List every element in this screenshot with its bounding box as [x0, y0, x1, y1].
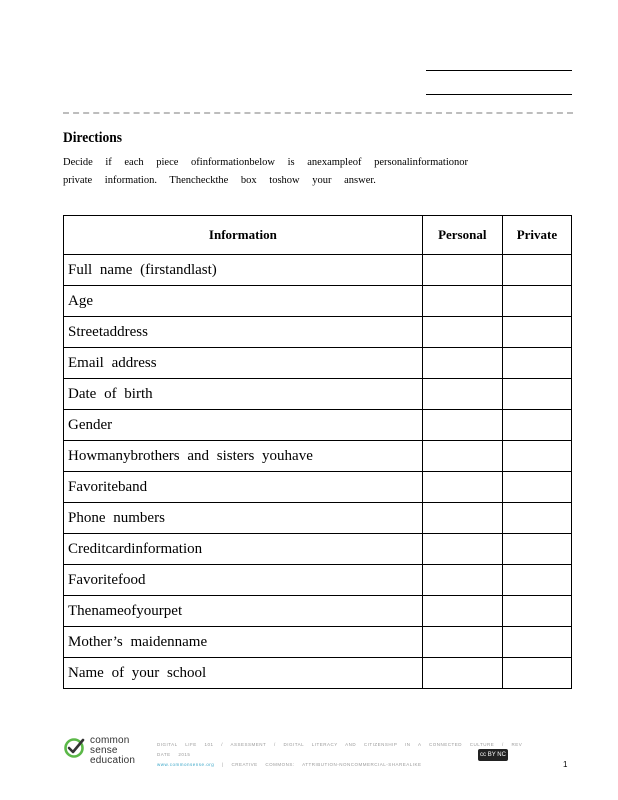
info-cell: Gender	[64, 410, 423, 441]
personal-checkbox-cell[interactable]	[422, 286, 502, 317]
personal-checkbox-cell[interactable]	[422, 658, 502, 689]
table-row	[64, 410, 572, 441]
info-cell: Name of your school	[64, 658, 423, 689]
personal-checkbox-cell[interactable]	[422, 627, 502, 658]
directions-line-2: private information. Thencheckthe box toshow your answer.	[63, 175, 376, 186]
private-checkbox-cell[interactable]	[502, 410, 571, 441]
checkmark-circle-icon	[63, 737, 85, 759]
table-row	[64, 379, 572, 410]
footer-url-link[interactable]: www.commonsense.org	[157, 762, 215, 767]
table-row	[64, 472, 572, 503]
personal-checkbox-cell[interactable]	[422, 255, 502, 286]
private-checkbox-cell[interactable]	[502, 503, 571, 534]
private-checkbox-cell[interactable]	[502, 472, 571, 503]
personal-checkbox-cell[interactable]	[422, 410, 502, 441]
private-checkbox-cell[interactable]	[502, 627, 571, 658]
personal-checkbox-cell[interactable]	[422, 317, 502, 348]
table-row	[64, 534, 572, 565]
logo-wordmark	[90, 736, 135, 766]
directions-line-1: Decide if each piece ofinformationbelow is anexampleof personalinformationor	[63, 157, 468, 168]
footer-credits	[157, 740, 527, 770]
info-cell: Full name (firstandlast)	[64, 255, 423, 286]
table-row	[64, 596, 572, 627]
info-cell: Streetaddress	[64, 317, 423, 348]
page-number: 1	[563, 760, 568, 769]
logo-line-2: sense	[90, 745, 118, 756]
worksheet-table	[63, 215, 572, 689]
creative-commons-badge-icon: cc BY NC SA	[478, 749, 508, 761]
table-row	[64, 441, 572, 472]
private-checkbox-cell[interactable]	[502, 596, 571, 627]
directions-title: Directions	[63, 130, 122, 146]
personal-checkbox-cell[interactable]	[422, 565, 502, 596]
info-cell: Age	[64, 286, 423, 317]
header-personal: Personal	[422, 216, 502, 255]
table-row	[64, 286, 572, 317]
table-row	[64, 627, 572, 658]
private-checkbox-cell[interactable]	[502, 379, 571, 410]
private-checkbox-cell[interactable]	[502, 441, 571, 472]
private-checkbox-cell[interactable]	[502, 534, 571, 565]
personal-checkbox-cell[interactable]	[422, 472, 502, 503]
table-header-row	[64, 216, 572, 255]
private-checkbox-cell[interactable]	[502, 658, 571, 689]
footer-license-text: | CREATIVE COMMONS: ATTRIBUTION-NONCOMMERCIAL-SHAREALIKE	[222, 762, 422, 767]
common-sense-logo	[63, 737, 143, 769]
info-cell: Thenameofyourpet	[64, 596, 423, 627]
date-line	[426, 94, 572, 95]
footer-line-1: DIGITAL LIFE 101 / ASSESSMENT / DIGITAL LITERACY AND CITIZENSHIP IN A CONNECTED CULTURE / REV DATE 2015	[157, 742, 523, 757]
table-row	[64, 255, 572, 286]
table-row	[64, 503, 572, 534]
info-cell: Date of birth	[64, 379, 423, 410]
private-checkbox-cell[interactable]	[502, 348, 571, 379]
table-row	[64, 658, 572, 689]
name-line	[426, 70, 572, 71]
personal-checkbox-cell[interactable]	[422, 534, 502, 565]
info-cell: Mother’s maidenname	[64, 627, 423, 658]
logo-line-1: common	[90, 735, 130, 746]
info-cell: Phone numbers	[64, 503, 423, 534]
dashed-divider	[63, 112, 573, 114]
info-cell: Favoriteband	[64, 472, 423, 503]
table-row	[64, 565, 572, 596]
table-row	[64, 317, 572, 348]
personal-checkbox-cell[interactable]	[422, 503, 502, 534]
directions-text	[63, 154, 503, 190]
personal-checkbox-cell[interactable]	[422, 441, 502, 472]
private-checkbox-cell[interactable]	[502, 317, 571, 348]
personal-checkbox-cell[interactable]	[422, 596, 502, 627]
logo-line-3: education	[90, 755, 136, 766]
private-checkbox-cell[interactable]	[502, 565, 571, 596]
info-cell: Howmanybrothers and sisters youhave	[64, 441, 423, 472]
header-information: Information	[64, 216, 423, 255]
info-cell: Favoritefood	[64, 565, 423, 596]
info-cell: Email address	[64, 348, 423, 379]
private-checkbox-cell[interactable]	[502, 286, 571, 317]
table-row	[64, 348, 572, 379]
info-cell: Creditcardinformation	[64, 534, 423, 565]
personal-checkbox-cell[interactable]	[422, 379, 502, 410]
private-checkbox-cell[interactable]	[502, 255, 571, 286]
footer-line-2	[157, 760, 527, 770]
header-private: Private	[502, 216, 571, 255]
personal-checkbox-cell[interactable]	[422, 348, 502, 379]
